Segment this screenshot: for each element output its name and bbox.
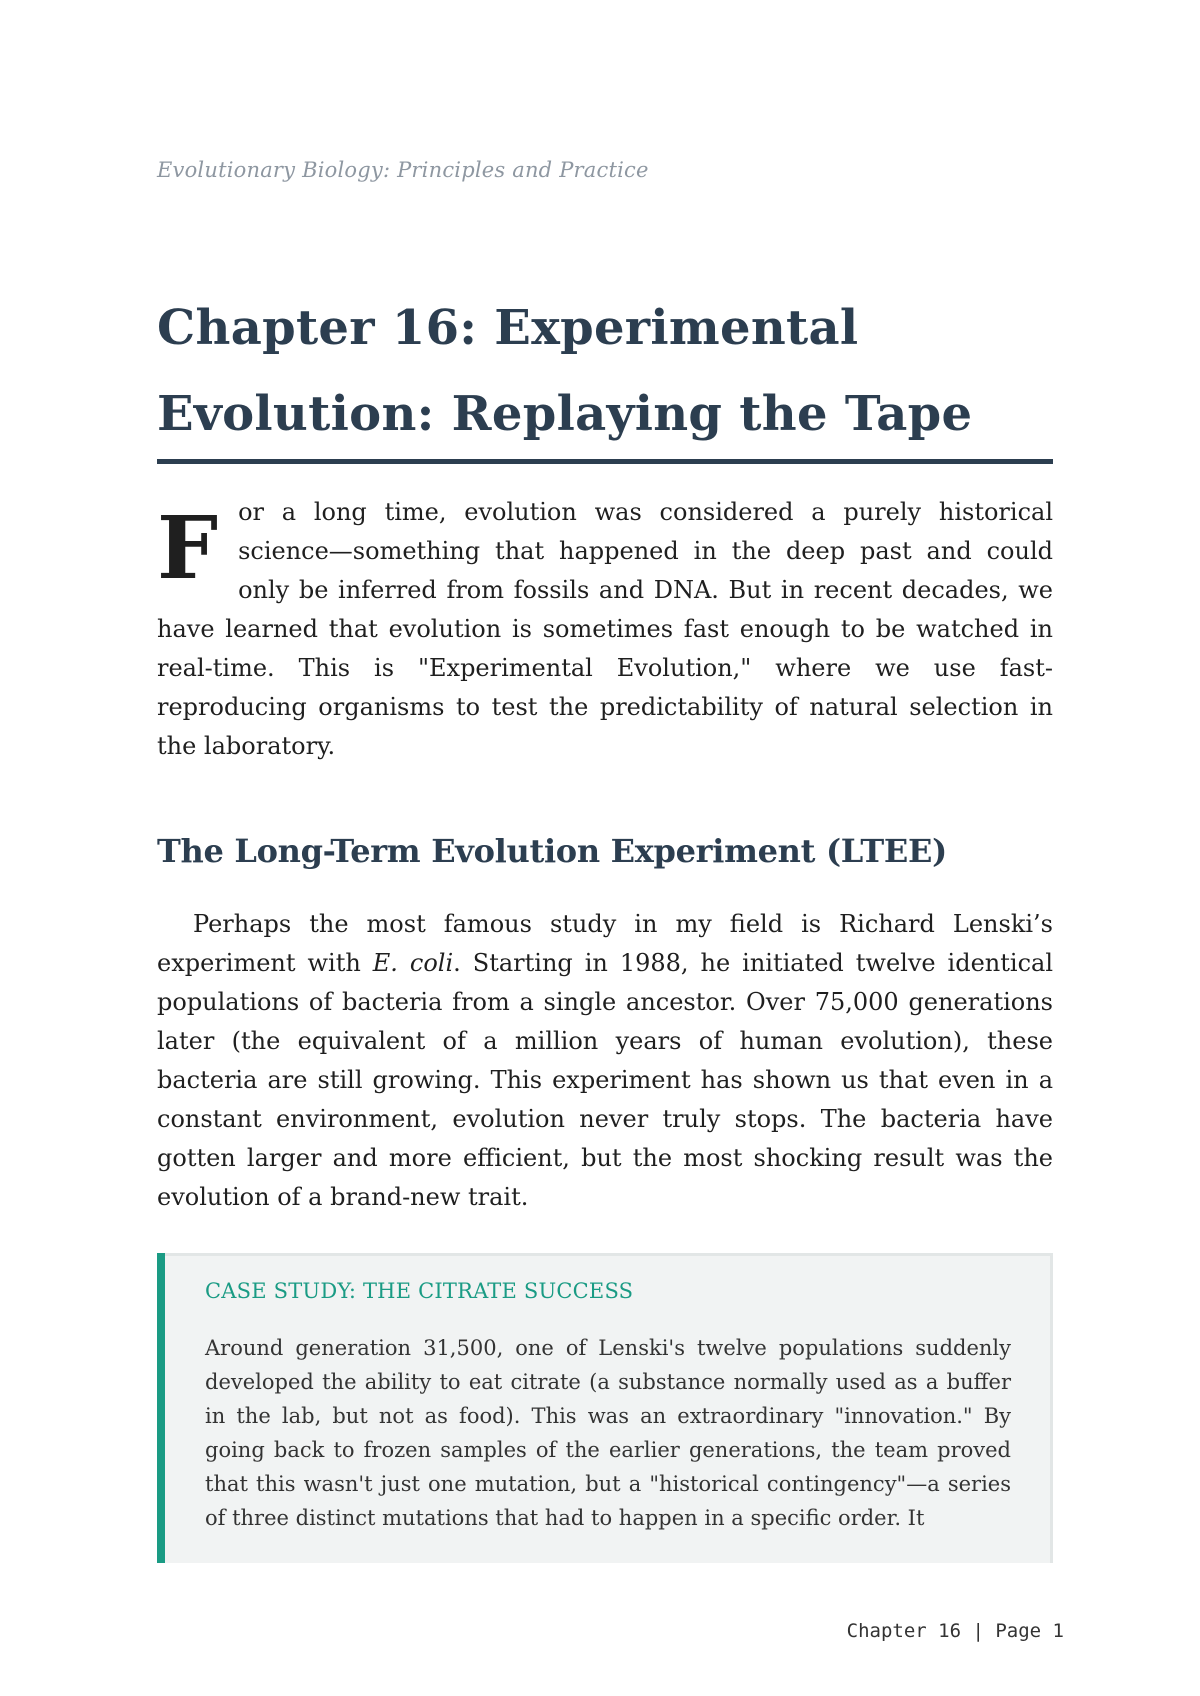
ltee-text-start: Perhaps the most famous study in my field is Richard Lenski’s experiment with (157, 910, 1053, 977)
chapter-title: Chapter 16: Experimental Evolution: Replaying the Tape (157, 300, 973, 442)
case-study-title: CASE STUDY: THE CITRATE SUCCESS (205, 1279, 634, 1303)
running-header: Evolutionary Biology: Principles and Practice (157, 158, 649, 182)
ltee-paragraph (157, 905, 1053, 1217)
case-study-text: Around generation 31,500, one of Lenski's twelve populations suddenly developed the ability to eat citrate (a substance normally used as a buffer in the lab, but not as food). This was an extraordinary "innovation." By going back to frozen samples of the earlier generations, the team proved that this wasn't just one mutation, but a "historical contingency"—a series of three distinct mutations that had to happen in a specific order. It (205, 1336, 1011, 1530)
page-footer: Chapter 16 | Page 1 (846, 1620, 1064, 1642)
intro-paragraph (157, 493, 1053, 766)
title-divider (157, 459, 1053, 464)
drop-cap: F (157, 498, 219, 599)
document-page (157, 0, 1053, 1696)
species-name: E. coli (372, 949, 454, 977)
ltee-text-end: . Starting in 1988, he initiated twelve identical populations of bacteria from a single ancestor. Over 75,000 generations later (the equivalent of a million years of human evolution), these bacteria are still growing. This experiment has shown us that even in a constant environment, evolution never truly stops. The bacteria have gotten larger and more efficient, but the most shocking result was the evolution of a brand-new trait. (157, 949, 1054, 1211)
section-heading: The Long-Term Evolution Experiment (LTEE) (157, 832, 947, 870)
case-study-box (157, 1253, 1053, 1563)
intro-text: or a long time, evolution was considered a purely historical science—something that happened in the deep past and could only be inferred from fossils and DNA. But in recent decades, we have learned that evolution is sometimes fast enough to be watched in real-time. This is "Experimental Evolution," where we use fast-reproducing organisms to test the predictability of natural selection in the laboratory. (157, 498, 1053, 760)
